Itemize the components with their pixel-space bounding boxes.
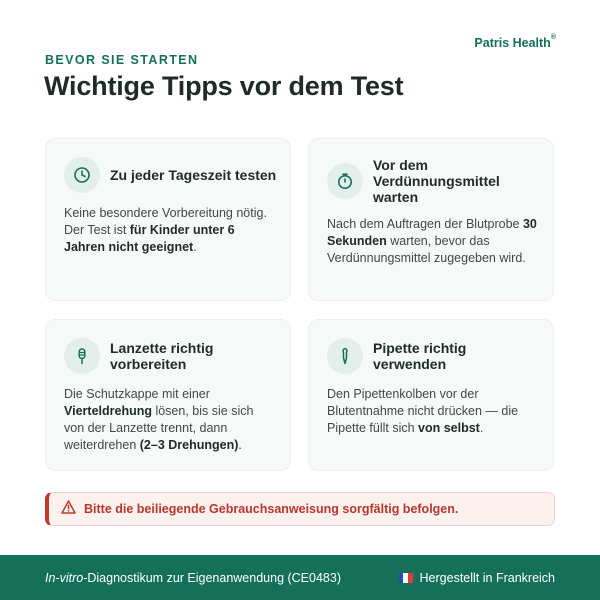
tip-title: Zu jeder Tageszeit testen [110, 167, 277, 183]
tip-title: Lanzette richtig vorbereiten [110, 340, 214, 372]
tip-card-header [327, 157, 541, 205]
stopwatch-icon [327, 163, 363, 199]
tip-body: Die Schutzkappe mit einer Vierteldrehung lösen, bis sie sich von der Lanzette trennt, dann weiterdrehen (2–3 Drehungen). [64, 387, 254, 452]
brand-logo [474, 36, 556, 50]
tip-body: Den Pipettenkolben vor der Blutentnahme nicht drücken — die Pipette füllt sich von selbst. [327, 387, 519, 435]
registered-mark: ® [550, 34, 556, 41]
tip-body: Nach dem Auftragen der Blutprobe 30 Sekunden warten, bevor das Verdünnungsmittel zugegeben wird. [327, 217, 537, 265]
tip-card-wait [308, 138, 554, 301]
tip-card-header [64, 338, 278, 374]
lancet-icon [64, 338, 100, 374]
pipette-icon [327, 338, 363, 374]
tip-title: Pipette richtig verwenden [373, 340, 467, 372]
tip-card-header [327, 338, 541, 374]
page-title: Wichtige Tipps vor dem Test [44, 71, 404, 101]
footer-bar [0, 555, 600, 600]
warning-banner [45, 492, 555, 526]
footer-origin [399, 571, 555, 585]
warning-icon [61, 500, 76, 519]
footer-regulatory-text: In-vitro-Diagnostikum zur Eigenanwendung (CE0483) [45, 570, 341, 585]
tip-card-time [45, 138, 291, 301]
tip-title: Vor dem Verdünnungsmittel warten [373, 157, 500, 205]
clock-icon [64, 157, 100, 193]
tip-card-lancet [45, 319, 291, 471]
tip-card-pipette [308, 319, 554, 471]
france-flag-icon [399, 573, 413, 583]
brand-name: Patris Health [474, 36, 551, 50]
tip-body: Keine besondere Vorbereitung nötig. Der Test ist für Kinder unter 6 Jahren nicht geeignet. [64, 206, 267, 254]
warning-text: Bitte die beiliegende Gebrauchsanweisung sorgfältig befolgen. [84, 502, 459, 516]
eyebrow-label: BEVOR SIE STARTEN [45, 53, 199, 67]
tip-card-header [64, 157, 278, 193]
footer-origin-text: Hergestellt in Frankreich [419, 570, 555, 585]
